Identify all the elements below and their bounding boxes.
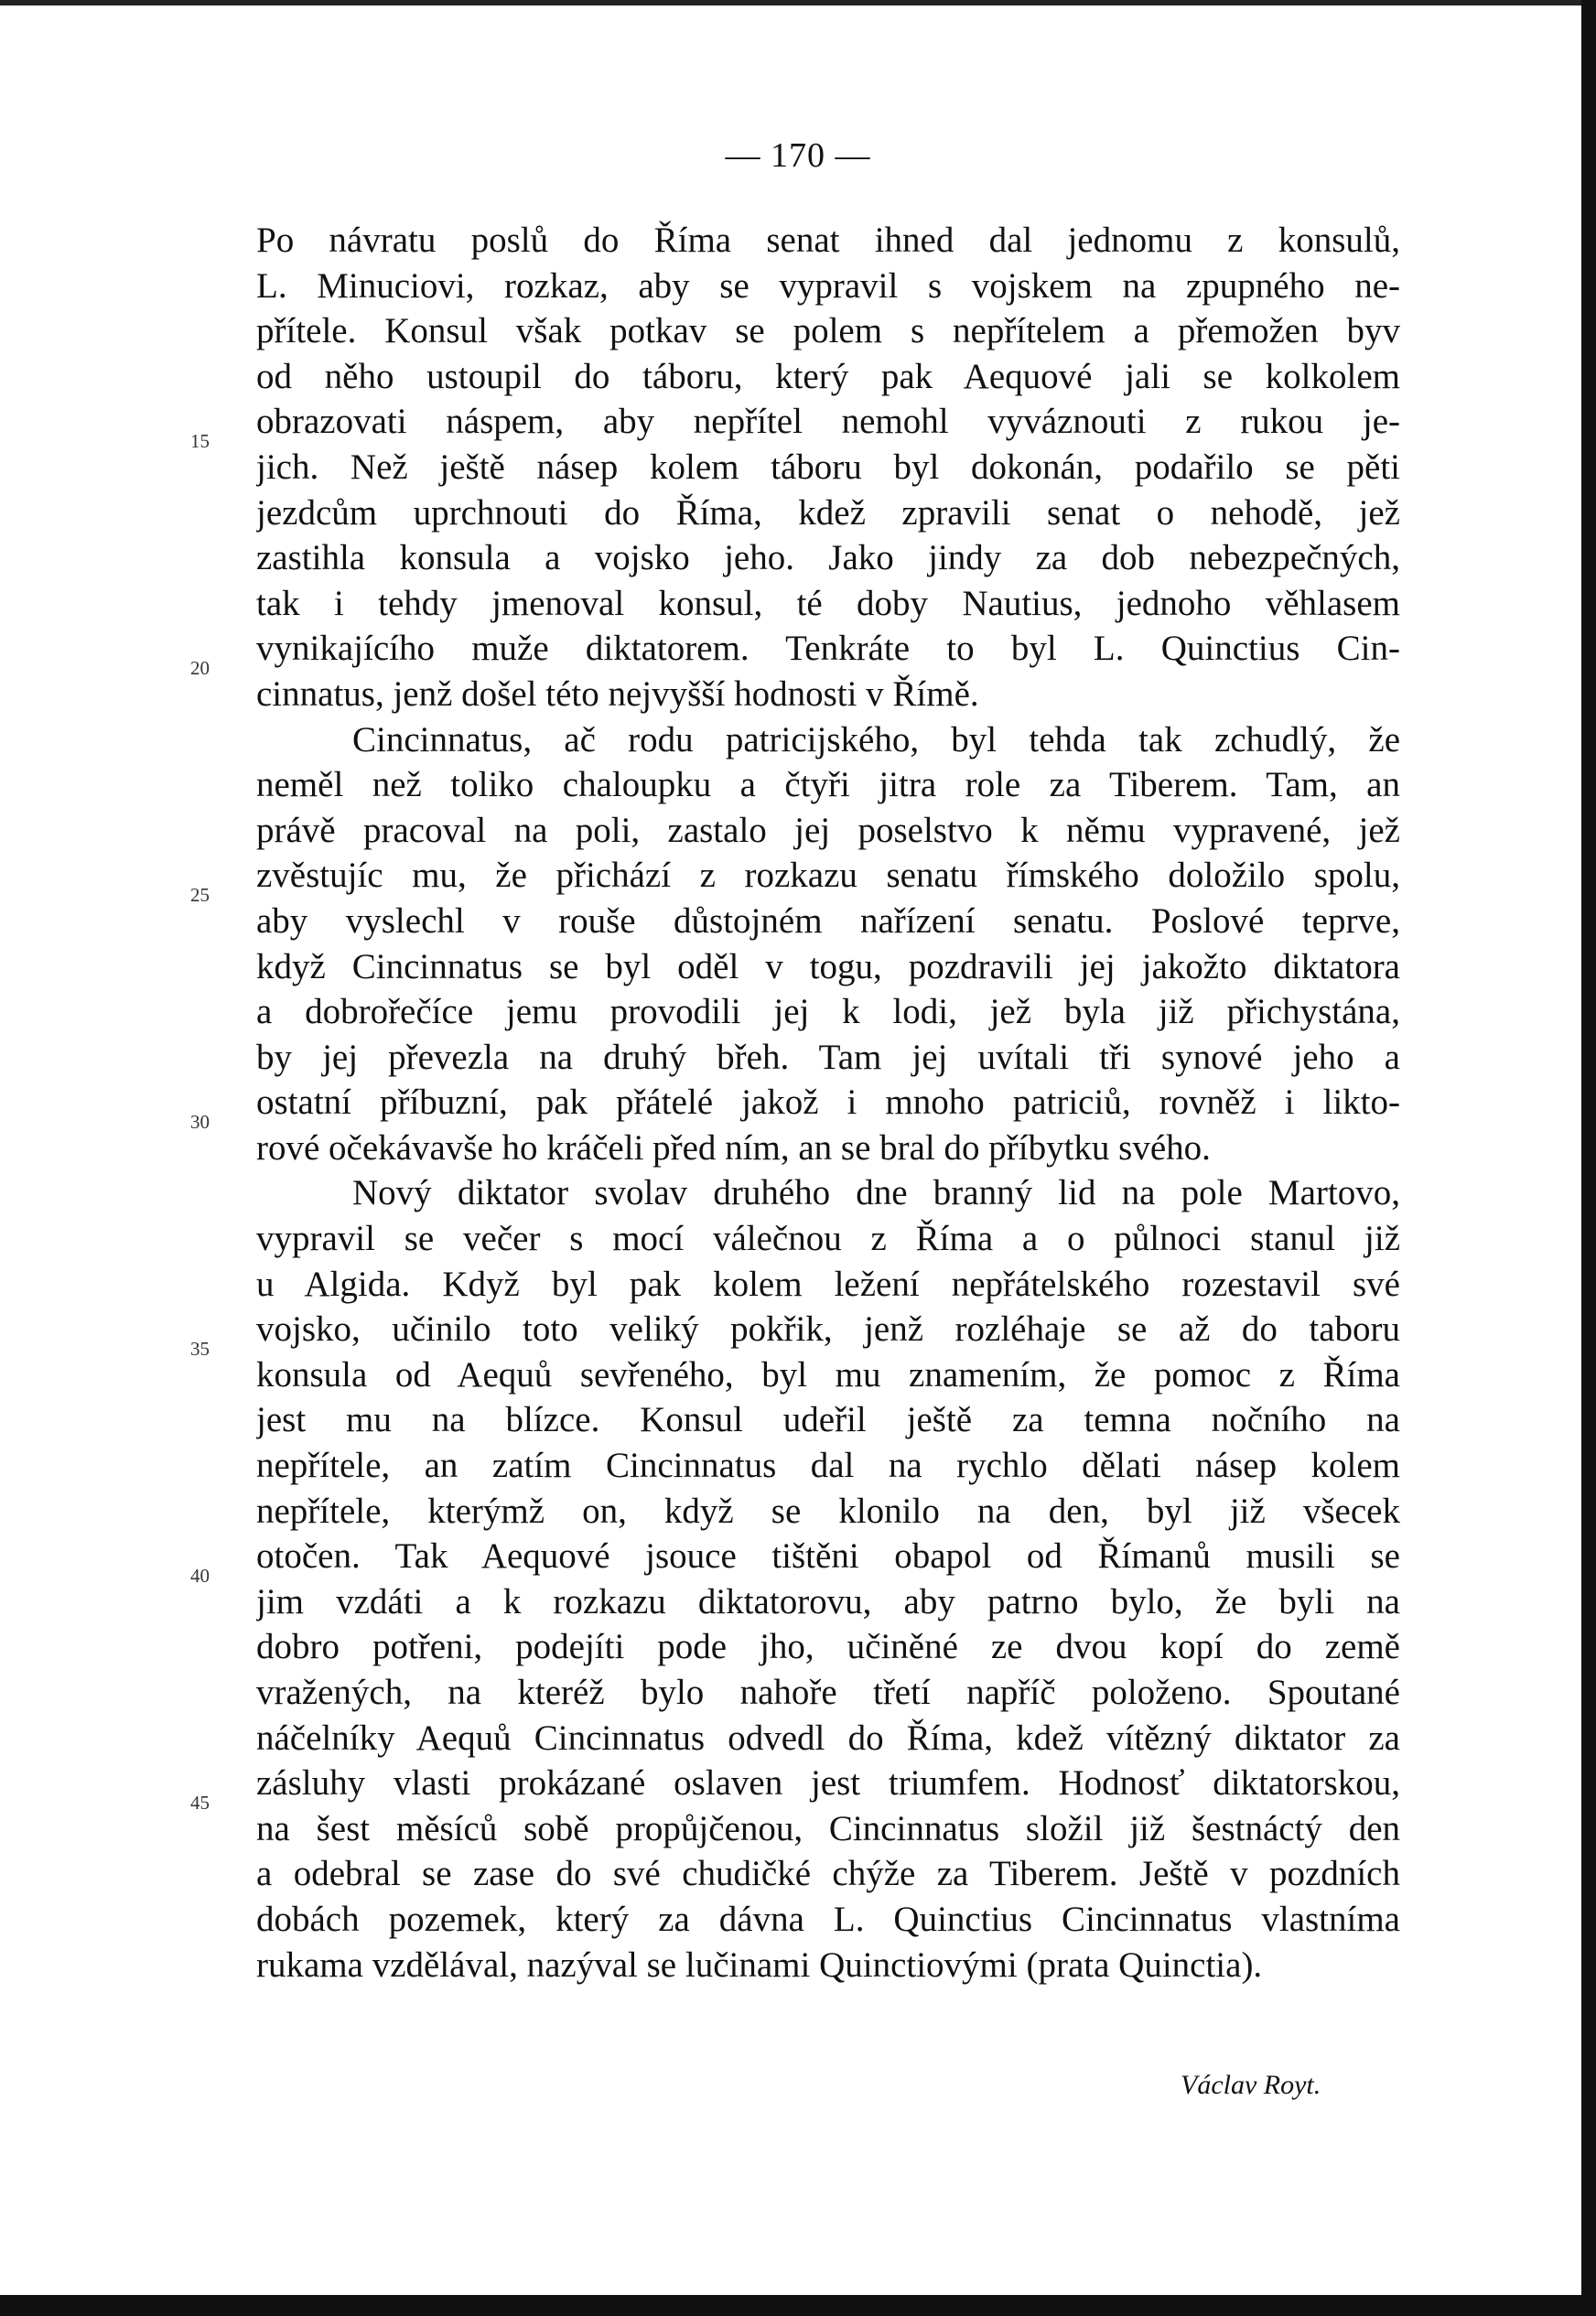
text-line: jim vzdáti a k rozkazu diktatorovu, aby patrno bylo, že byli na xyxy=(256,1581,1400,1621)
text-line: by jej převezla na druhý břeh. Tam jej uvítali tři synové jeho a xyxy=(256,1037,1400,1077)
text-line: na šest měsíců sobě propůjčenou, Cincinnatus složil již šestnáctý den xyxy=(256,1808,1400,1848)
scan-edge-bottom xyxy=(0,2295,1596,2316)
text-line: zastihla konsula a vojsko jeho. Jako jindy za dob nebezpečných, xyxy=(256,538,1400,578)
text-line: nepřítele, an zatím Cincinnatus dal na rychlo dělati násep kolem xyxy=(256,1446,1400,1486)
text-line: náčelníky Aequů Cincinnatus odvedl do Říma, kdež vítězný diktator za xyxy=(256,1718,1400,1758)
text-line: právě pracoval na poli, zastalo jej poselstvo k němu vypravené, jež xyxy=(256,810,1400,850)
text-line: Cincinnatus, ač rodu patricijského, byl tehda tak zchudlý, že xyxy=(352,719,1400,759)
text-line: aby vyslechl v rouše důstojném nařízení senatu. Poslové teprve, xyxy=(256,900,1400,941)
author-signature: Václav Royt. xyxy=(1181,2070,1321,2100)
page-number: — 170 — xyxy=(725,136,871,175)
body-text xyxy=(256,218,1400,1987)
text-line: obrazovati náspem, aby nepřítel nemohl vyváznouti z rukou je- xyxy=(256,402,1400,442)
text-line: dobro potřeni, podejíti pode jho, učiněné ze dvou kopí do země xyxy=(256,1627,1400,1667)
text-line: rové očekávavše ho kráčeli před ním, an se bral do příbytku svého. xyxy=(256,1127,1211,1168)
text-line: vojsko, učinilo toto veliký pokřik, jenž rozléhaje se až do taboru xyxy=(256,1309,1400,1350)
text-line: L. Minuciovi, rozkaz, aby se vypravil s vojskem na zpupného ne- xyxy=(256,265,1400,306)
text-line: u Algida. Když byl pak kolem ležení nepřátelského rozestavil své xyxy=(256,1264,1400,1304)
line-number-45: 45 xyxy=(190,1792,210,1814)
text-line: zásluhy vlasti prokázané oslaven jest triumfem. Hodnosť diktatorskou, xyxy=(256,1763,1400,1804)
text-line: jest mu na blízce. Konsul udeřil ještě za temna nočního na xyxy=(256,1400,1400,1440)
text-line: od něho ustoupil do táboru, který pak Aequové jali se kolkolem xyxy=(256,356,1400,396)
text-line: tak i tehdy jmenoval konsul, té doby Nautius, jednoho věhlasem xyxy=(256,583,1400,623)
line-number-15: 15 xyxy=(190,430,210,452)
line-number-35: 35 xyxy=(190,1338,210,1360)
text-line: a dobrořečíce jemu provodili jej k lodi, jež byla již přichystána, xyxy=(256,992,1400,1032)
text-line: Nový diktator svolav druhého dne branný lid na pole Martovo, xyxy=(352,1173,1400,1213)
text-line: vypravil se večer s mocí válečnou z Říma a o půlnoci stanul již xyxy=(256,1219,1400,1259)
text-line: dobách pozemek, který za dávna L. Quinctius Cincinnatus vlastníma xyxy=(256,1899,1400,1939)
text-line: jezdcům uprchnouti do Říma, kdež zpravili senat o nehodě, jež xyxy=(256,492,1400,533)
line-number-20: 20 xyxy=(190,657,210,679)
line-number-25: 25 xyxy=(190,884,210,906)
text-line: otočen. Tak Aequové jsouce tištěni obapol od Římanů musili se xyxy=(256,1536,1400,1577)
text-line: vynikajícího muže diktatorem. Tenkráte to byl L. Quinctius Cin- xyxy=(256,629,1400,669)
scan-edge-top xyxy=(0,0,1596,5)
text-line: cinnatus, jenž došel této nejvyšší hodnosti v Římě. xyxy=(256,673,979,714)
text-line: a odebral se zase do své chudičké chýže za Tiberem. Ještě v pozdních xyxy=(256,1854,1400,1894)
scan-edge-right xyxy=(1581,0,1596,2316)
text-line: rukama vzdělával, nazýval se lučinami Quinctiovými (prata Quinctia). xyxy=(256,1944,1263,1985)
text-line: přítele. Konsul však potkav se polem s nepřítelem a přemožen byv xyxy=(256,311,1400,351)
text-line: ostatní příbuzní, pak přátelé jakož i mnoho patriciů, rovněž i liktо- xyxy=(256,1083,1400,1123)
text-line: zvěstujíc mu, že přichází z rozkazu senatu římského doložilo spolu, xyxy=(256,856,1400,896)
text-line: neměl než toliko chaloupku a čtyři jitra role za Tiberem. Tam, an xyxy=(256,765,1400,805)
line-number-30: 30 xyxy=(190,1111,210,1133)
line-number-40: 40 xyxy=(190,1565,210,1587)
text-line: nepřítele, kterýmž on, když se klonilo na den, byl již všecek xyxy=(256,1491,1400,1531)
text-line: konsula od Aequů sevřeného, byl mu znamením, že pomoc z Říma xyxy=(256,1354,1400,1395)
text-line: vražených, na kteréž bylo nahoře třetí napříč položeno. Spoutané xyxy=(256,1673,1400,1712)
text-line: Po návratu poslů do Říma senat ihned dal jednomu z konsulů, xyxy=(256,221,1400,260)
text-line: když Cincinnatus se byl oděl v togu, pozdravili jej jakožto diktatora xyxy=(256,946,1400,986)
text-line: jich. Než ještě násep kolem táboru byl dokonán, podařilo se pěti xyxy=(256,447,1400,487)
